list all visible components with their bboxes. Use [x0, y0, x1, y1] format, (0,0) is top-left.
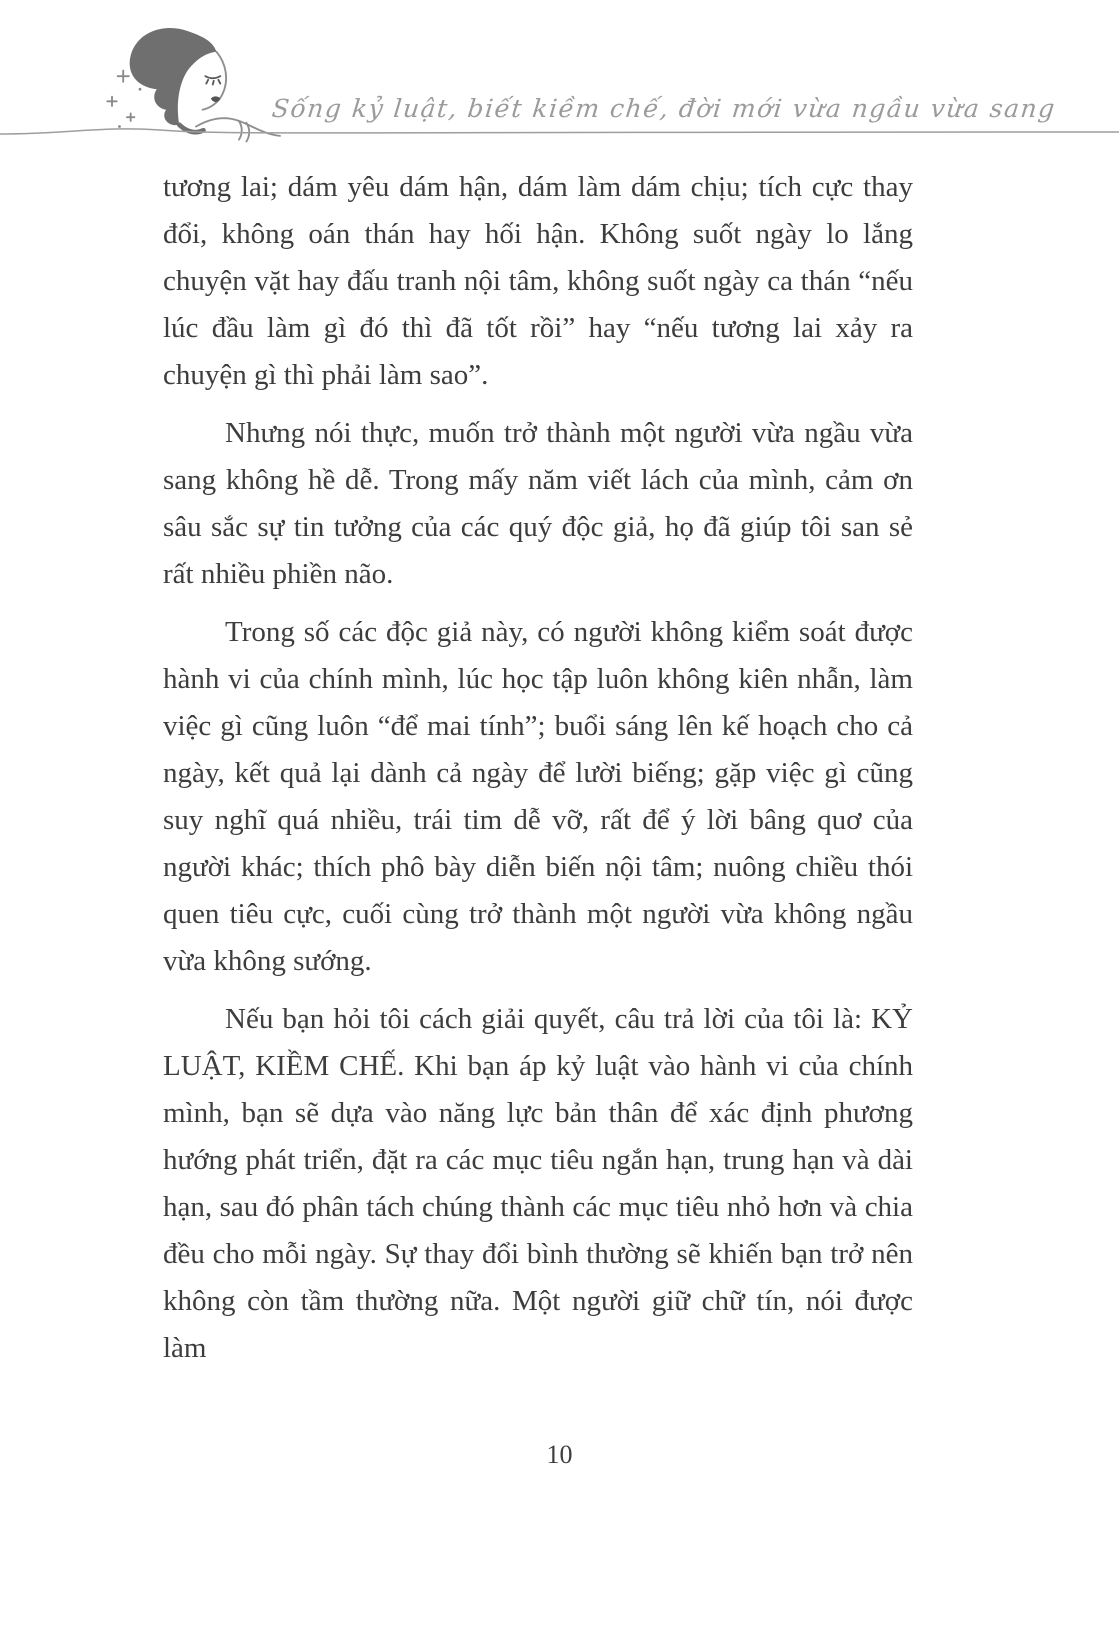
eyelash-icon [205, 76, 220, 84]
running-head-title: Sống kỷ luật, biết kiềm chế, đời mới vừa ngầu vừa sang [270, 94, 1058, 123]
paragraph: Nhưng nói thực, muốn trở thành một người vừa ngầu vừa sang không hề dễ. Trong mấy năm viết lách của mình, cảm ơn sâu sắc sự tin tưởng của các quý độc giả, họ đã giúp tôi san sẻ rất nhiều phiền não. [163, 417, 913, 590]
page-header [0, 0, 1119, 170]
page-number: 10 [546, 1440, 573, 1469]
paragraph: tương lai; dám yêu dám hận, dám làm dám chịu; tích cực thay đổi, không oán thán hay hối hận. Không suốt ngày lo lắng chuyện vặt hay đấu tranh nội tâm, không suốt ngày ca thán “nếu lúc đầu làm gì đó thì đã tốt rồi” hay “nếu tương lai xảy ra chuyện gì thì phải làm sao”. [163, 171, 913, 391]
hair-shape [130, 28, 217, 125]
paragraph: Nếu bạn hỏi tôi cách giải quyết, câu trả lời của tôi là: KỶ LUẬT, KIỀM CHẾ. Khi bạn áp kỷ luật vào hành vi của chính mình, bạn sẽ dựa vào năng lực bản thân để xác định phương hướng phát triển, đặt ra các mục tiêu ngắn hạn, trung hạn và dài hạn, sau đó phân tách chúng thành các mục tiêu nhỏ hơn và chia đều cho mỗi ngày. Sự thay đổi bình thường sẽ khiến bạn trở nên không còn tầm thường nữa. Một người giữ chữ tín, nói được làm [163, 1003, 913, 1364]
body-text [163, 164, 913, 1372]
paragraph: Trong số các độc giả này, có người không kiểm soát được hành vi của chính mình, lúc học tập luôn không kiên nhẫn, làm việc gì cũng luôn “để mai tính”; buổi sáng lên kế hoạch cho cả ngày, kết quả lại dành cả ngày để lười biếng; gặp việc gì cũng suy nghĩ quá nhiều, trái tim dễ vỡ, rất để ý lời bâng quơ của người khác; thích phô bày diễn biến nội tâm; nuông chiều thói quen tiêu cực, cuối cùng trở thành một người vừa không ngầu vừa không sướng. [163, 616, 913, 977]
header-divider [0, 120, 1119, 144]
